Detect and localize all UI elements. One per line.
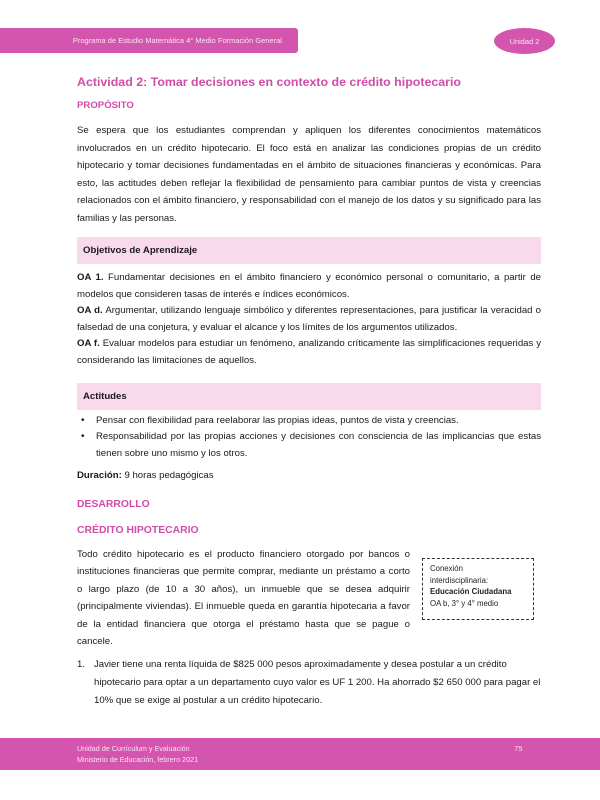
exercise-text: Javier tiene una renta líquida de $825 000 pesos aproximadamente y desea postular a un crédito hipotecario para optar a un departamento cuyo valor es UF 1 200. Ha ahorrado $2 650 000 para pagar el 10% que se exige al postular a un crédito hipotecario. [94,659,541,706]
purpose-text: Se espera que los estudiantes comprendan y apliquen los diferentes conocimientos matemáticos involucrados en un crédito hipotecario. El foco está en analizar las condiciones propias de un crédito hipotecario y tomar decisiones fundamentadas en el ámbito de situaciones financieras y económicas. Para esto, las actitudes deben reflejar la flexibilidad de pensamiento para cambiar puntos de vista y creencias relacionados con el ámbito financiero, y responsabilidad con el manejo de los datos y su significado para las familias y las personas. [77,125,541,224]
footer-unit: Unidad de Currículum y Evaluación [77,744,190,753]
footer-credits [77,744,198,765]
connection-label: Conexión [430,564,463,573]
objective-text: Fundamentar decisiones en el ámbito financiero y económico personal o comunitario, a partir de modelos que consideren tasas de interés e índices económicos. [77,272,541,300]
program-header-bar [0,28,298,53]
connection-detail: OA b, 3° y 4° medio [430,598,499,608]
page-number: 75 [514,744,523,753]
mortgage-intro-text: Todo crédito hipotecario es el producto financiero otorgado por bancos o instituciones financieras que permite comprar, mediante un préstamo a corto o largo plazo (de 10 a 30 años), un inmueble que se desea adquirir (principalmente viviendas). El inmueble queda en garantía hipotecaria a favor de la entidad financiera que otorga el préstamo hasta que se pague o cancele. [77,549,410,648]
attitudes-list [77,413,541,463]
attitude-item: • Pensar con flexibilidad para reelaborar las propias ideas, puntos de vista y creencias. [77,413,541,430]
development-heading: DESARROLLO [77,499,150,510]
attitudes-heading-box [77,383,541,410]
duration [77,468,541,483]
objective-code: OA f. [77,338,100,350]
mortgage-heading: CRÉDITO HIPOTECARIO [77,525,199,536]
connection-label-2: interdisciplinaria: [430,575,489,585]
duration-value: 9 horas pedagógicas [121,470,214,482]
objective-item [77,270,541,303]
attitude-item: • Responsabilidad por las propias acciones y decisiones con consciencia de las implicancias que estas tienen sobre uno mismo y los otros. [77,429,541,462]
objective-code: OA d. [77,305,103,317]
objective-text: Evaluar modelos para estudiar un fenómeno, analizando críticamente las simplificaciones requeridas y considerando las limitaciones de aquellos. [77,338,541,366]
exercise-item [77,656,547,710]
objectives-list [77,270,541,370]
interdisciplinary-connection-box [422,558,534,620]
objective-item [77,336,541,369]
objectives-heading-box [77,237,541,264]
development-section [77,498,541,538]
exercise-number: 1. [77,659,86,670]
activity-title: Actividad 2: Tomar decisiones en contexto de crédito hipotecario [77,75,461,89]
objective-text: Argumentar, utilizando lenguaje simbólico y diferentes representaciones, para justificar la veracidad o falsedad de una conjetura, y evaluar el alcance y los límites de los argumentos utilizados. [77,305,541,333]
activity-content [77,74,541,483]
duration-label: Duración: [77,470,122,482]
page-footer [0,738,600,770]
purpose-heading: PROPÓSITO [77,100,134,111]
objectives-heading: Objetivos de Aprendizaje [83,245,198,256]
unit-badge-label: Unidad 2 [509,36,540,46]
objective-code: OA 1. [77,272,104,283]
program-title: Programa de Estudio Matemática 4° Medio Formación General [72,36,282,45]
attitudes-heading: Actitudes [83,390,127,402]
footer-ministry-date: Ministerio de Educación, febrero 2021 [77,754,199,764]
unit-badge [494,28,555,54]
connection-subject: Educación Ciudadana [430,587,512,596]
objective-item [77,303,541,336]
